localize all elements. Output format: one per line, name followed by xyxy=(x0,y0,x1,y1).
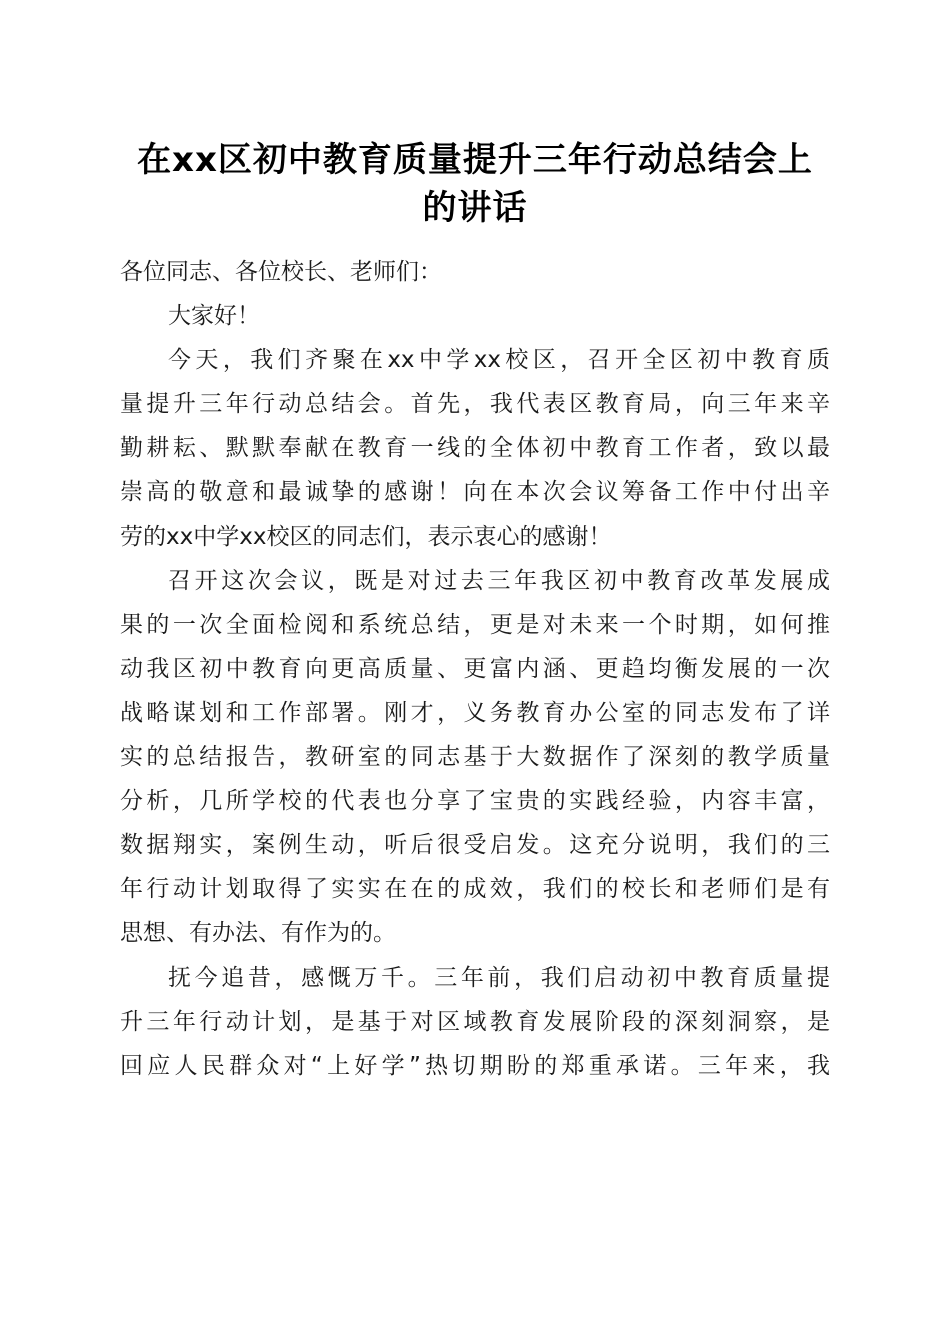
paragraph-line: 战略谋划和工作部署。刚才，义务教育办公室的同志发布了详 xyxy=(120,699,830,726)
paragraph-line: 果的一次全面检阅和系统总结，更是对未来一个时期，如何推 xyxy=(120,611,830,638)
paragraph-line: 崇高的敬意和最诚挚的感谢！向在本次会议筹备工作中付出辛 xyxy=(120,479,830,506)
paragraph-line: 动我区初中教育向更高质量、更富内涵、更趋均衡发展的一次 xyxy=(120,655,830,682)
paragraph-1 xyxy=(120,338,830,558)
paragraph-line: 分析，几所学校的代表也分享了宝贵的实践经验，内容丰富， xyxy=(120,788,830,815)
paragraph-line: 量提升三年行动总结会。首先，我代表区教育局，向三年来辛 xyxy=(120,391,830,418)
paragraph-line: 回应人民群众对“上好学”热切期盼的郑重承诺。三年来，我 xyxy=(120,1052,830,1079)
paragraph-line: 抚今追昔，感慨万千。三年前，我们启动初中教育质量提 xyxy=(168,964,830,991)
paragraph-line: 数据翔实，案例生动，听后很受启发。这充分说明，我们的三 xyxy=(120,832,830,859)
paragraph-line: 勤耕耘、默默奉献在教育一线的全体初中教育工作者，致以最 xyxy=(120,435,830,462)
greeting: 大家好！ xyxy=(168,303,260,330)
paragraph-line: 升三年行动计划，是基于对区域教育发展阶段的深刻洞察，是 xyxy=(120,1008,830,1035)
paragraph-3 xyxy=(120,956,830,1088)
paragraph-line: 实的总结报告，教研室的同志基于大数据作了深刻的教学质量 xyxy=(120,744,830,771)
paragraph-line: 劳的xx中学xx校区的同志们，表示衷心的感谢！ xyxy=(120,523,612,550)
paragraph-line: 今天，我们齐聚在xx中学xx校区，召开全区初中教育质 xyxy=(168,347,830,374)
salutation: 各位同志、各位校长、老师们： xyxy=(120,259,442,285)
paragraph-2 xyxy=(120,559,830,956)
title-line-2: 的讲话 xyxy=(422,188,528,228)
title-line-1: 在xx区初中教育质量提升三年行动总结会上 xyxy=(137,140,813,180)
paragraph-line: 召开这次会议，既是对过去三年我区初中教育改革发展成 xyxy=(168,567,830,594)
paragraph-line: 思想、有办法、有作为的。 xyxy=(120,920,396,947)
document-body xyxy=(120,250,830,1088)
document-title xyxy=(100,136,850,232)
paragraph-line: 年行动计划取得了实实在在的成效，我们的校长和老师们是有 xyxy=(120,876,830,903)
